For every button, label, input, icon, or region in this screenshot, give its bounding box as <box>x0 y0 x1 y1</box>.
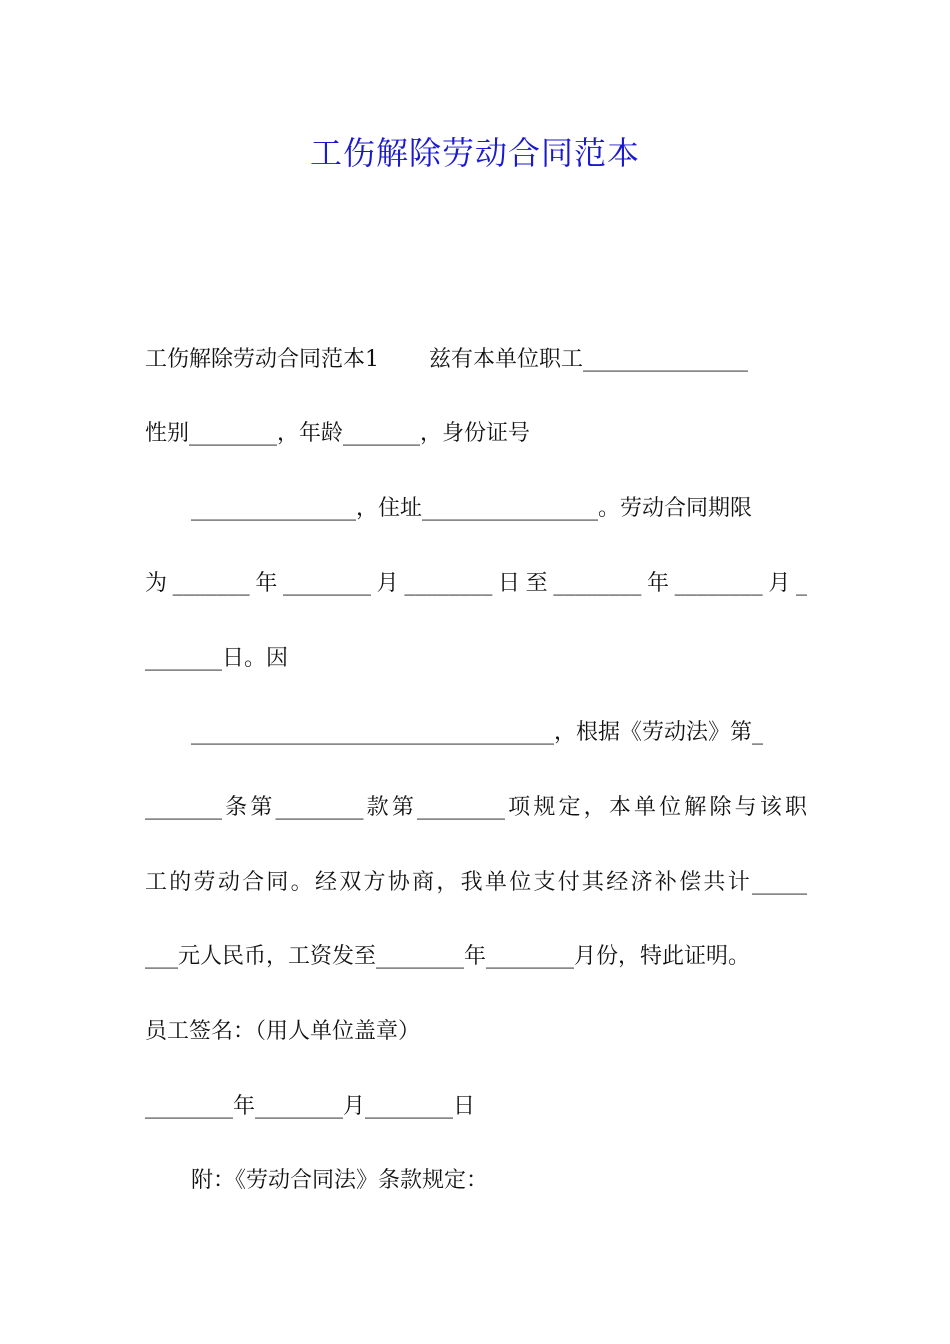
document-title: 工伤解除劳动合同范本 <box>309 134 640 172</box>
document-line-1-body: 兹有本单位职工_______________ <box>429 347 749 372</box>
document-line-9: ___元人民币，工资发至________年________月份，特此证明。 <box>145 944 751 969</box>
document-line-1 <box>145 345 807 375</box>
document-line-11: ________年________月________日 <box>145 1094 476 1119</box>
document-line-1-heading: 工伤解除劳动合同范本1 <box>145 347 379 372</box>
document-line-3: _______________，住址________________。劳动合同期限 <box>191 496 753 521</box>
document-line-10: 员工签名：（用人单位盖章） <box>145 1019 421 1044</box>
document-line-2: 性别________，年龄_______，身份证号 <box>145 421 531 446</box>
document-line-4: 为_______年________月________日至________年________月_ <box>145 571 807 596</box>
document-line-8: 工的劳动合同。经双方协商，我单位支付其经济补偿共计_____ <box>145 870 807 895</box>
document-line-7: _______条第________款第________项规定，本单位解除与该职 <box>145 795 807 820</box>
document-line-6: _________________________________，根据《劳动法》第_ <box>191 720 764 745</box>
document-line-12: 附：《劳动合同法》条款规定： <box>191 1168 489 1193</box>
document-line-5: _______日。因 <box>145 646 289 671</box>
